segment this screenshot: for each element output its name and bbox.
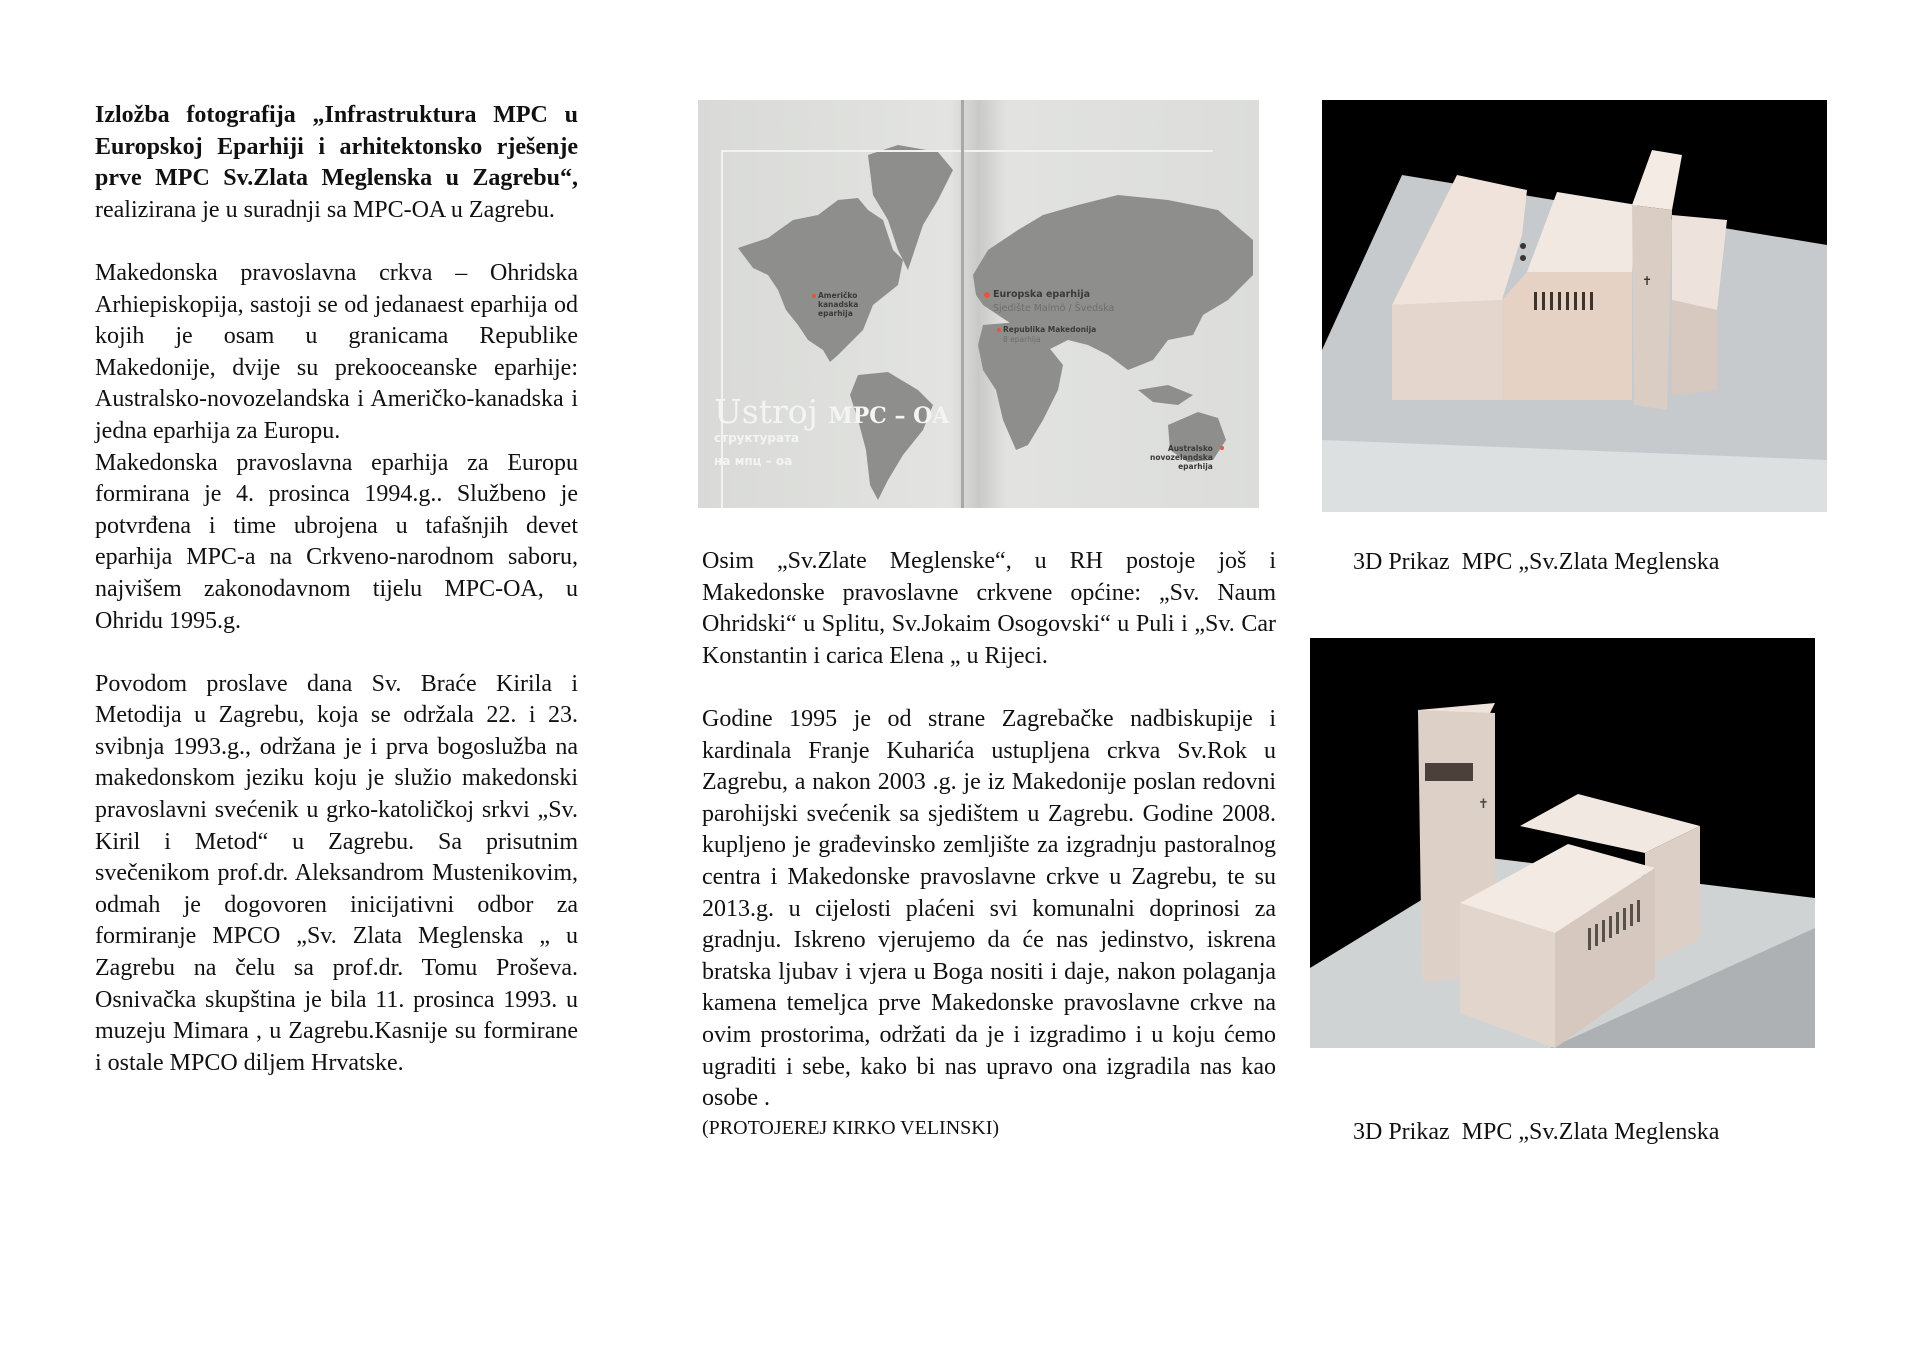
european-eparchy-paragraph: Makedonska pravoslavna eparhija za Europu formirana je 4. prosinca 1994.g.. Službeno je potvrđena i time ubrojena u tafašnjih devet eparhija MPC-a na Crkveno-narodnom saboru, najvišem zakonodavnom tijelu MPC-OA, u Ohridu 1995.g.	[95, 449, 578, 634]
middle-column	[702, 546, 1276, 1141]
tower-cross-icon: ✝	[1642, 274, 1653, 288]
tower-top	[1632, 150, 1682, 210]
map-subtitle-line1: структурата	[714, 431, 800, 445]
map-title-small: MPC – OA	[828, 403, 950, 429]
left-block-wall	[1392, 300, 1502, 400]
photo-1-caption: 3D Prikaz MPC „Sv.Zlata Meglenska	[1353, 549, 1720, 575]
macedonia-marker-icon	[997, 328, 1001, 332]
author-signature: (PROTOJEREJ KIRKO VELINSKI)	[702, 1116, 1000, 1139]
map-title	[714, 392, 949, 431]
map-title-main: Ustroj	[714, 392, 829, 431]
exhibition-title: Izložba fotografija „Infrastruktura MPC u Europskoj Eparhiji i arhitektonsko rješenje prve MPC Sv.Zlata Meglenska u Zagrebu“,	[95, 102, 578, 192]
church-history-paragraph: Godine 1995 je od strane Zagrebačke nadbiskupije i kardinala Franje Kuharića ustupljena crkva Sv.Rok u Zagrebu, a nakon 2003 .g. je iz Makedonije poslan redovni parohijski svećenik sa sjedištem u Zagrebu. Godine 2008. kupljeno je građevinsko zemljište za izgradnju pastoralnog centra i Makedonske pravoslavne crkve u Zagrebu, te su 2013.g. u cijelosti plaćeni svi komunalni doprinosi za gradnju. Iskreno vjerujemo da će nas jedinstvo, iskrena bratska ljubav i vjera u Boga nositi i daje, nakon polaganja kamena temeljca prve Makedonske pravoslavne crkve na ovim prostorima, održati da je i izgradimo i u koju ćemo ugraditi i sebe, kako bi nas upravo ona izgradila nas kao osobe .	[702, 705, 1276, 1112]
left-column	[95, 100, 578, 1079]
australia-eparchy-label: Australsko novozelandska eparhija	[1150, 444, 1213, 471]
right-block-wall	[1672, 300, 1717, 395]
americas-marker-icon	[812, 294, 816, 298]
history-paragraph: Povodom proslave dana Sv. Braće Kirila i Metodija u Zagrebu, koja se održala 22. i 23. svibnja 1993.g., održana je i prva bogoslužba na makedonskom jeziku koju je služio makedonski pravoslavni svećenik u grko-katoličkoj srkvi „Sv. Kiril i Metod“ u Zagrebu. Sa prisutnim svečenikom prof.dr. Aleksandrom Mustenikovim, odmah je dogovoren inicijativni odbor za formiranje MPCO „Sv. Zlata Meglenska „ u Zagrebu na čelu sa prof.dr. Tomu Proševa. Osnivačka skupština je bila 11. prosinca 1993. u muzeju Mimara , u Zagrebu.Kasnije su formirane i ostale MPCO diljem Hrvatske.	[95, 670, 578, 1076]
macedonia-count-label: 8 eparhija	[1003, 335, 1041, 344]
map-subtitle-line2: на мпц – оа	[714, 454, 793, 468]
church-model-photo-1	[1322, 100, 1827, 512]
bell-opening	[1425, 763, 1473, 781]
tower-cross-icon: ✝	[1478, 796, 1489, 811]
communities-paragraph: Osim „Sv.Zlate Meglenske“, u RH postoje još i Makedonske pravoslavne crkvene općine: „Sv. Naum Ohridski“ u Splitu, Sv.Jokaim Osogovski“ u Puli i „Sv. Car Konstantin i carica Elena „ u Rijeci.	[702, 548, 1276, 669]
americas-eparchy-label: Američko kanadska eparhija	[818, 291, 859, 318]
australia-marker-icon	[1220, 446, 1224, 450]
photo-2-caption: 3D Prikaz MPC „Sv.Zlata Meglenska	[1353, 1119, 1720, 1145]
church-model-render-1	[1322, 100, 1827, 512]
tower-wall	[1632, 205, 1672, 410]
intro-paragraph	[95, 100, 578, 226]
round-window	[1520, 255, 1526, 261]
church-model-render-2	[1310, 638, 1815, 1048]
map-frame-line	[721, 150, 1213, 508]
macedonia-label: Republika Makedonija	[1003, 325, 1097, 334]
europe-marker-icon	[984, 292, 990, 298]
europe-seat-label: Sjedište Malmö / Švedska	[993, 303, 1115, 314]
round-window	[1520, 243, 1526, 249]
nave-courtyard-wall	[1502, 272, 1632, 400]
church-model-photo-2	[1310, 638, 1815, 1048]
mpc-structure-paragraph: Makedonska pravoslavna crkva – Ohridska Arhiepiskopija, sastoji se od jedanaest eparhija od kojih je osam u granicama Republike Makedonije, dvije su prekooceanske eparhije: Australsko-novozelandska i Američko-kanadska i jedna eparhija za Europu.	[95, 259, 578, 444]
intro-text: realizirana je u suradnji sa MPC-OA u Zagrebu.	[95, 196, 555, 223]
world-map-image	[698, 100, 1259, 508]
europe-eparchy-label: Europska eparhija	[993, 289, 1090, 300]
book-spine	[961, 100, 964, 508]
